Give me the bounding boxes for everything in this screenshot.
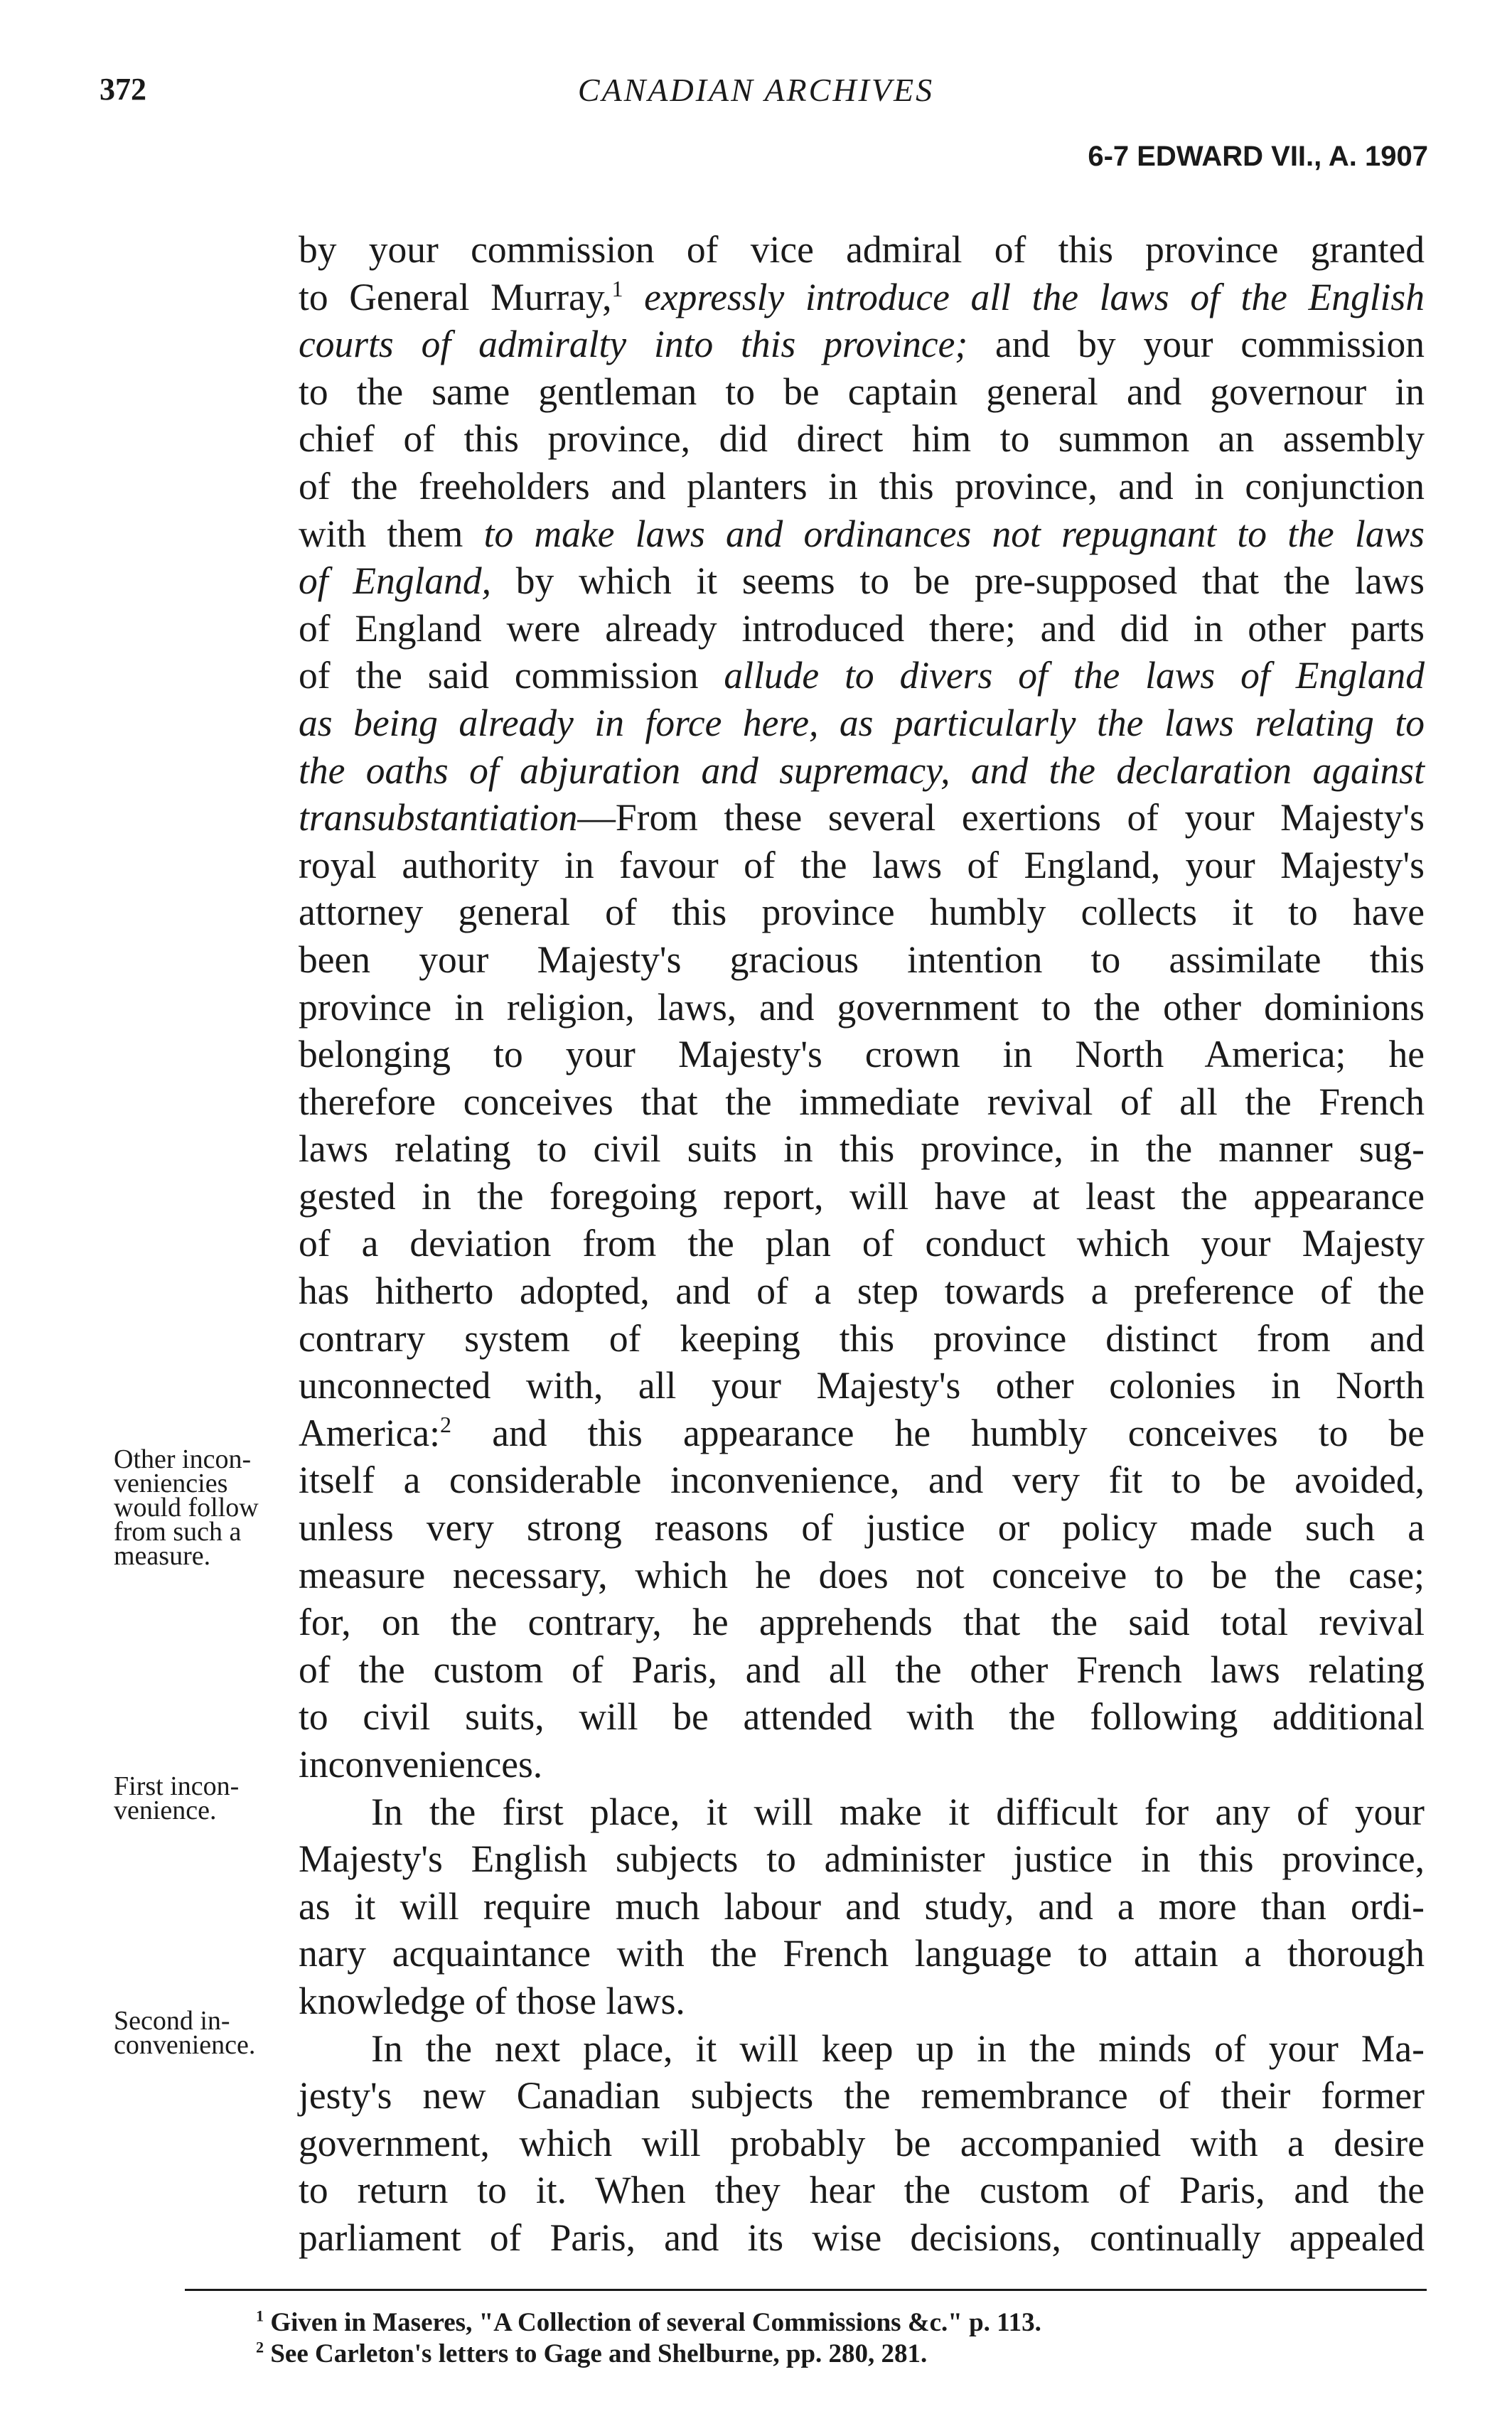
body-line: of the freeholders and planters in this province, and in conjunction (299, 464, 1425, 508)
body-line: transubstantiation—From these several exertions of your Majesty's (299, 796, 1425, 839)
footnote-divider (185, 2289, 1427, 2291)
footnote-ref-1: 1 (611, 275, 623, 301)
body-line: inconveniences. (299, 1743, 543, 1786)
body-line: In the first place, it will make it difficult for any of your (371, 1790, 1425, 1833)
body-line: nary acquaintance with the French language to attain a thorough (299, 1932, 1425, 1975)
body-line: of the custom of Paris, and all the other French laws relating (299, 1648, 1425, 1691)
body-text (299, 226, 1425, 2262)
body-line: jesty's new Canadian subjects the remembrance of their former (299, 2074, 1425, 2118)
body-line: royal authority in favour of the laws of England, your Majesty's (299, 843, 1425, 886)
body-line: attorney general of this province humbly collects it to have (299, 891, 1425, 934)
body-line: therefore conceives that the immediate revival of all the French (299, 1080, 1425, 1123)
body-line: to the same gentleman to be captain general and governour in (299, 370, 1425, 413)
body-line: belonging to your Majesty's crown in North America; he (299, 1033, 1425, 1076)
body-line: of the said commission allude to divers of the laws of England (299, 654, 1425, 697)
sidenote-first-inconvenience: First incon- venience. (114, 1771, 240, 1825)
body-line: itself a considerable inconvenience, and very fit to be avoided, (299, 1459, 1425, 1502)
body-line: to civil suits, will be attended with the following additional (299, 1695, 1425, 1739)
body-line: knowledge of those laws. (299, 1979, 685, 2022)
body-line: measure necessary, which he does not conceive to be the case; (299, 1553, 1425, 1596)
page-number: 372 (100, 72, 146, 107)
body-line: for, on the contrary, he apprehends that the said total revival (299, 1601, 1425, 1644)
body-line: has hitherto adopted, and of a step towards a preference of the (299, 1270, 1425, 1313)
footnote-1: $^1$ Given in Maseres, "A Collection of several Commissions &c." p. 113. (256, 2307, 1041, 2337)
body-line: as being already in force here, as particularly the laws relating to (299, 701, 1425, 744)
body-line: parliament of Paris, and its wise decisions, continually appealed (299, 2216, 1425, 2259)
sidenote-second-inconvenience: Second in- convenience. (114, 2006, 256, 2060)
body-line: to General Murray,$^1$ expressly introduce all the laws of the English (299, 275, 1425, 318)
body-line: government, which will probably be accompanied with a desire (299, 2121, 1425, 2164)
body-line: unless very strong reasons of justice or policy made such a (299, 1506, 1425, 1550)
sidenote-other-inconveniencies: Other incon- veniencies would follow from such a measure. (114, 1444, 259, 1571)
series-heading: 6-7 EDWARD VII., A. 1907 (1088, 141, 1428, 172)
body-line: Majesty's English subjects to administer justice in this province, (299, 1837, 1425, 1881)
body-line: courts of admiralty into this province; and by your commission (299, 323, 1425, 366)
body-line: been your Majesty's gracious intention to assimilate this (299, 938, 1425, 981)
body-line: America:$^2$ and this appearance he humbly conceives to be (299, 1411, 1425, 1454)
body-line: province in religion, laws, and government to the other dominions (299, 985, 1425, 1029)
footnote-2: $^2$ See Carleton's letters to Gage and Shelburne, pp. 280, 281. (256, 2338, 928, 2368)
body-line: of a deviation from the plan of conduct which your Majesty (299, 1222, 1425, 1265)
footnote-ref-2: 2 (440, 1412, 452, 1438)
body-line: of England were already introduced there; and did in other parts (299, 606, 1425, 650)
body-line: as it will require much labour and study, and a more than ordi- (299, 1884, 1425, 1928)
body-line: chief of this province, did direct him to summon an assembly (299, 417, 1425, 461)
body-line: laws relating to civil suits in this province, in the manner sug- (299, 1127, 1425, 1171)
body-line: In the next place, it will keep up in the minds of your Ma- (371, 2027, 1425, 2070)
body-line: by your commission of vice admiral of this province granted (299, 228, 1425, 271)
footnotes (256, 2307, 1041, 2370)
body-line: with them to make laws and ordinances not repugnant to the laws (299, 512, 1425, 555)
body-line: to return to it. When they hear the custom of Paris, and the (299, 2169, 1425, 2212)
body-line: gested in the foregoing report, will have at least the appearance (299, 1174, 1425, 1218)
running-title: CANADIAN ARCHIVES (577, 72, 935, 108)
body-line: the oaths of abjuration and supremacy, and the declaration against (299, 748, 1425, 792)
body-line: contrary system of keeping this province distinct from and (299, 1316, 1425, 1360)
body-line: of England, by which it seems to be pre-supposed that the laws (299, 559, 1425, 603)
body-line: unconnected with, all your Majesty's other colonies in North (299, 1364, 1425, 1407)
